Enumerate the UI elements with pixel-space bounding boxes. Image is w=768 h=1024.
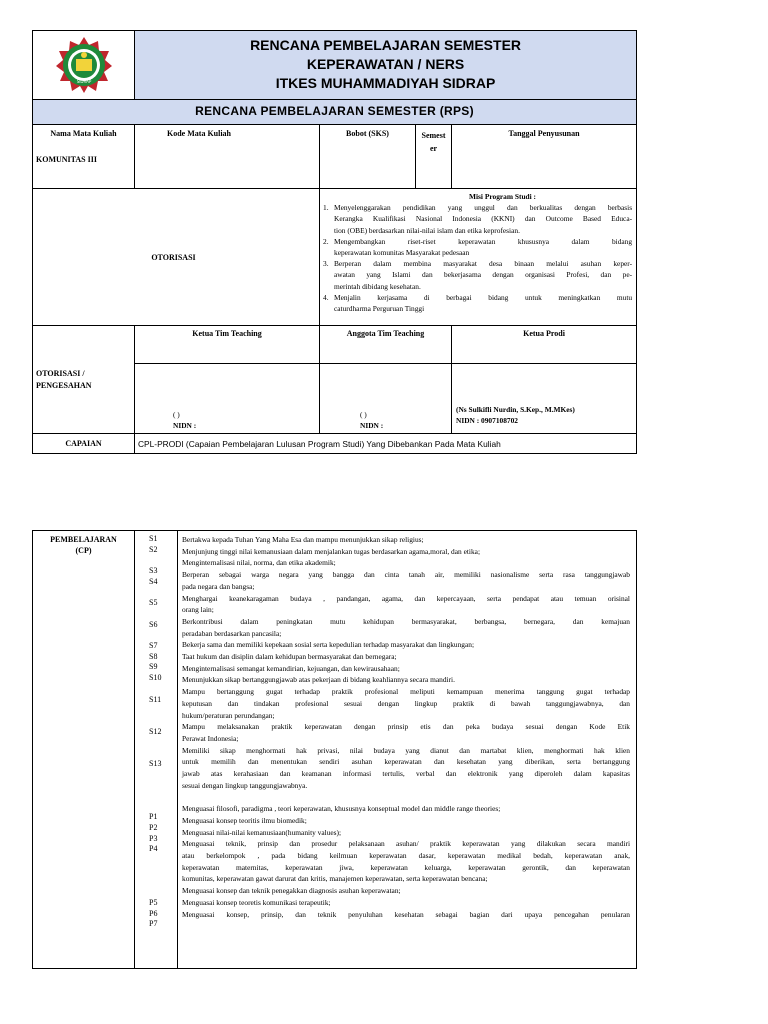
cp-text-cell	[178, 531, 637, 969]
mission-number: 4.	[323, 292, 329, 302]
otorisasi-label: OTORISASI	[33, 189, 320, 326]
ketua-prodi-label: Ketua Prodi	[452, 326, 637, 364]
prodi-name: (Ns Sulkifli Nurdin, S.Kep., M.MKes)	[456, 404, 575, 414]
course-name-value: KOMUNITAS III	[36, 155, 97, 164]
cp-code	[135, 780, 177, 791]
rps-header-table	[32, 30, 637, 454]
ketua-tim-label: Ketua Tim Teaching	[135, 326, 320, 364]
cp-text-line: untuk memilih dan menentukan sendiri asuhan keperawatan dan kesehatan yang diberikan, serta bertanggung	[182, 757, 630, 767]
mission-list	[323, 202, 632, 314]
cp-text-line: Menguasai teknik, prinsip dan prosedur pelaksanaan asuhan/ praktik keperawatan yang dilakukan secara mandiri	[182, 839, 630, 849]
capaian-label: CAPAIAN	[33, 434, 135, 454]
cp-text-line: Menunjukkan sikap bertanggungjawab atas pekerjaan di bidang keahliannya secara mandiri.	[182, 675, 455, 685]
cp-code: S11	[149, 694, 162, 704]
header-line-3: ITKES MUHAMMADIYAH SIDRAP	[275, 75, 496, 91]
cp-text-line: jawab atas kerahasiaan dan keamanan informasi tertulis, verbal dan elektronik yang diperoleh dalam kapasitas	[182, 769, 630, 779]
cp-code	[135, 877, 177, 888]
cp-text-line: Bertakwa kepada Tuhan Yang Maha Esa dan mampu menunjukkan sikap religius;	[182, 535, 424, 544]
course-date-label: Tanggal Penyusunan	[452, 125, 637, 189]
cp-code: P4	[149, 844, 158, 854]
header-title-block	[135, 31, 637, 100]
cp-code	[135, 705, 177, 716]
header-line-1: RENCANA PEMBELAJARAN SEMESTER	[250, 37, 522, 53]
cp-table	[32, 530, 637, 969]
svg-text:SIDRAP: SIDRAP	[76, 79, 91, 84]
ketua-tim-signature	[135, 364, 320, 434]
cp-text-line: Menguasai nilai-nilai kemanusiaan(humanity values);	[182, 827, 342, 837]
cp-code: S7	[149, 641, 158, 651]
cp-code	[135, 748, 177, 759]
cp-code: S12	[149, 726, 162, 736]
logo-cell	[33, 31, 135, 100]
cp-text-line: pada negara dan bangsa;	[182, 581, 255, 591]
cp-text-line: Berkontribusi dalam peningkatan mutu kehidupan bermasyarakat, berbangsa, bernegara, dan kemajuan	[182, 616, 630, 626]
cp-code-list	[135, 534, 177, 930]
mission-title: Misi Program Studi :	[469, 192, 537, 201]
cp-text-line: sesuai dengan lingkup tanggungjawabnya.	[182, 780, 308, 790]
cp-text-line: Menginternalisasi nilai, norma, dan etika akademik;	[182, 558, 336, 568]
mission-item	[323, 258, 632, 292]
course-name-cell	[33, 125, 135, 189]
cp-code	[135, 716, 177, 727]
cp-code	[135, 887, 177, 898]
cp-text-line: hukum/peraturan perundangan;	[182, 710, 275, 720]
mission-number: 2.	[323, 236, 329, 246]
cp-code: S13	[149, 758, 162, 768]
mission-item	[323, 202, 632, 236]
cp-code: S6	[149, 619, 158, 629]
cp-text-line: Menginternalisasi semangat kemandirian, kejuangan, dan kewirausahaan;	[182, 663, 400, 673]
cp-text-list	[178, 534, 636, 920]
mission-cell	[320, 189, 637, 326]
cp-code: S10	[149, 673, 162, 683]
cp-code: P1	[149, 812, 158, 822]
institution-logo-icon	[54, 35, 114, 95]
cp-code	[135, 630, 177, 641]
cp-code: P2	[149, 822, 158, 832]
mission-item	[323, 236, 632, 258]
cp-text-line	[178, 791, 636, 803]
cp-code: P5	[149, 897, 158, 907]
course-name-label: Nama Mata Kuliah	[50, 129, 117, 138]
course-credit-label: Bobot (SKS)	[320, 125, 416, 189]
cp-text-line: Menguasai konsep dan teknik penegakkan diagnosis asuhan keperawatan;	[182, 886, 401, 896]
cp-text-line: Mampu melaksanakan praktik keperawatan dengan prinsip etis dan peka budaya sesuai dengan Kode Etik	[182, 722, 630, 732]
cp-code: P6	[149, 908, 158, 918]
cp-code	[135, 588, 177, 599]
cp-code	[135, 791, 177, 802]
cp-code	[135, 609, 177, 620]
cp-codes-cell	[135, 531, 178, 969]
nidn-label: NIDN :	[360, 420, 384, 430]
cp-text-line: keputusan dan tindakan profesional sesuai dengan lingkup praktik di bawah tanggungjawabnya, dan	[182, 698, 630, 708]
mission-text-line: merintah dibidang kesehatan.	[334, 281, 421, 291]
cp-text-line: Menguasai konsep teoretis komunikasi terapeutik;	[182, 897, 331, 907]
cp-text-line: orang lain;	[182, 605, 214, 615]
cp-code	[135, 684, 177, 695]
cp-text-line: Menghargai keanekaragaman budaya , pandangan, agama, dan kepercayaan, serta pendapat atau temuan orisinal	[182, 593, 630, 603]
mission-text-line: Berperan dalam membina masyarakat desa binaan melalui asuhan keper-	[334, 259, 633, 269]
mission-text-line: Mengembangkan riset-riset keperawatan khususnya dalam bidang	[334, 236, 633, 246]
mission-number: 3.	[323, 259, 329, 269]
mission-number: 1.	[323, 203, 329, 213]
course-semester-label: Semest er	[416, 125, 452, 189]
cp-text-line: Menjunjung tinggi nilai kemanusiaan dalam menjalankan tugas berdasarkan agama,moral, dan etika;	[182, 546, 480, 556]
cp-text-line: Taat hukum dan disiplin dalam kehidupan bermasyarakat dan bernegara;	[182, 652, 397, 662]
cp-text-line: keperawatan maternitas, keperawatan jiwa, keperawatan keluarga, keperawatan gerontik, dan keperawatan	[182, 862, 630, 872]
mission-text-line: tion (OBE) berdasarkan nilai-nilai islam dan etika keprofesian.	[334, 225, 520, 235]
cp-text-line: Berperan sebagai warga negara yang bangga dan cinta tanah air, memiliki nasionalisme serta rasa tanggungjawab	[182, 570, 630, 580]
cp-code	[135, 555, 177, 566]
cp-text-line: Bekerja sama dan memiliki kepekaan sosial serta kepedulian terhadap masyarakat dan lingkungan;	[182, 640, 475, 650]
mission-text-line: caturdharma Perguruan Tinggi	[334, 304, 425, 314]
cp-text-line: Menguasai konsep, prinsip, dan teknik penyuluhan kesehatan sebagai bagian dari upaya pencegahan penularan	[182, 909, 630, 919]
cp-label-2: (CP)	[75, 546, 92, 555]
cp-code: S3	[149, 566, 158, 576]
capaian-text: CPL-PRODI (Capaian Pembelajaran Lulusan Program Studi) Yang Dibebankan Pada Mata Kuliah	[135, 434, 637, 454]
cp-code: S1	[149, 534, 158, 543]
cp-code: P3	[149, 833, 158, 843]
mission-text-line: Menjalin kerjasama di berbagai bidang untuk meningkatkan mutu	[334, 292, 633, 302]
mission-item	[323, 292, 632, 314]
cp-code: S4	[149, 576, 158, 586]
mission-text-line: awatan yang Islami dan bekerjasama dengan organisasi Profesi, dan pe-	[334, 270, 633, 280]
cp-code: P7	[149, 919, 158, 929]
cp-text-line: Menguasai konsep teoritis ilmu biomedik;	[182, 815, 307, 825]
cp-text-line: Mampu bertanggung gugat terhadap praktik profesional meliputi kemampuan menerima tanggung gugat terhadap	[182, 687, 630, 697]
course-code-label: Kode Mata Kuliah	[135, 125, 320, 189]
cp-code	[135, 802, 177, 813]
cp-label-1: PEMBELAJARAN	[50, 535, 117, 544]
cp-code: S5	[149, 598, 158, 608]
cp-code	[135, 769, 177, 780]
cp-label-cell	[33, 531, 135, 969]
cp-code: S9	[149, 662, 158, 672]
cp-code	[135, 866, 177, 877]
nidn-label: NIDN :	[173, 420, 197, 430]
mission-text-line: Menyelenggarakan pendidikan yang unggul dan berkualitas dengan berbasis	[334, 203, 633, 213]
signature-blank: ( )	[360, 409, 367, 419]
prodi-nidn: NIDN : 0907108702	[456, 415, 518, 425]
rps-title: RENCANA PEMBELAJARAN SEMESTER (RPS)	[33, 100, 637, 125]
cp-code	[135, 855, 177, 866]
cp-code: S2	[149, 544, 158, 554]
cp-text-line: atau berkelompok , pada bidang keilmuan keperawatan dasar, keperawatan medikal bedah, keperawatan anak,	[182, 850, 630, 860]
cp-text-line: peradaban berdasarkan pancasila;	[182, 628, 282, 638]
cp-text-line: Menguasai filosofi, paradigma , teori keperawatan, khususnya konseptual model dan middle range theories;	[182, 804, 501, 814]
cp-code	[135, 737, 177, 748]
anggota-tim-signature	[320, 364, 452, 434]
cp-text-line: komunitas, keperawatan gawat darurat dan kritis, manajemen keperawatan, serta keperawatan bencana;	[182, 874, 488, 884]
cp-text-line: Perawat Indonesia;	[182, 733, 239, 743]
cp-text-line: Memiliki sikap menghormati hak privasi, nilai budaya yang dianut dan martabat klien, menghormati hak klien	[182, 745, 630, 755]
cp-code: S8	[149, 651, 158, 661]
pengesahan-label: OTORISASI / PENGESAHAN	[33, 326, 135, 434]
ketua-prodi-signature	[452, 364, 637, 434]
mission-text-line: keperawatan komunitas Masyarakat pedesaan	[334, 248, 470, 258]
mission-text-line: Kerangka Kualifikasi Nasional Indonesia (KKNI) dan Outcome Based Educa-	[334, 214, 633, 224]
header-line-2: KEPERAWATAN / NERS	[306, 56, 465, 72]
signature-blank: ( )	[173, 409, 180, 419]
anggota-tim-label: Anggota Tim Teaching	[320, 326, 452, 364]
